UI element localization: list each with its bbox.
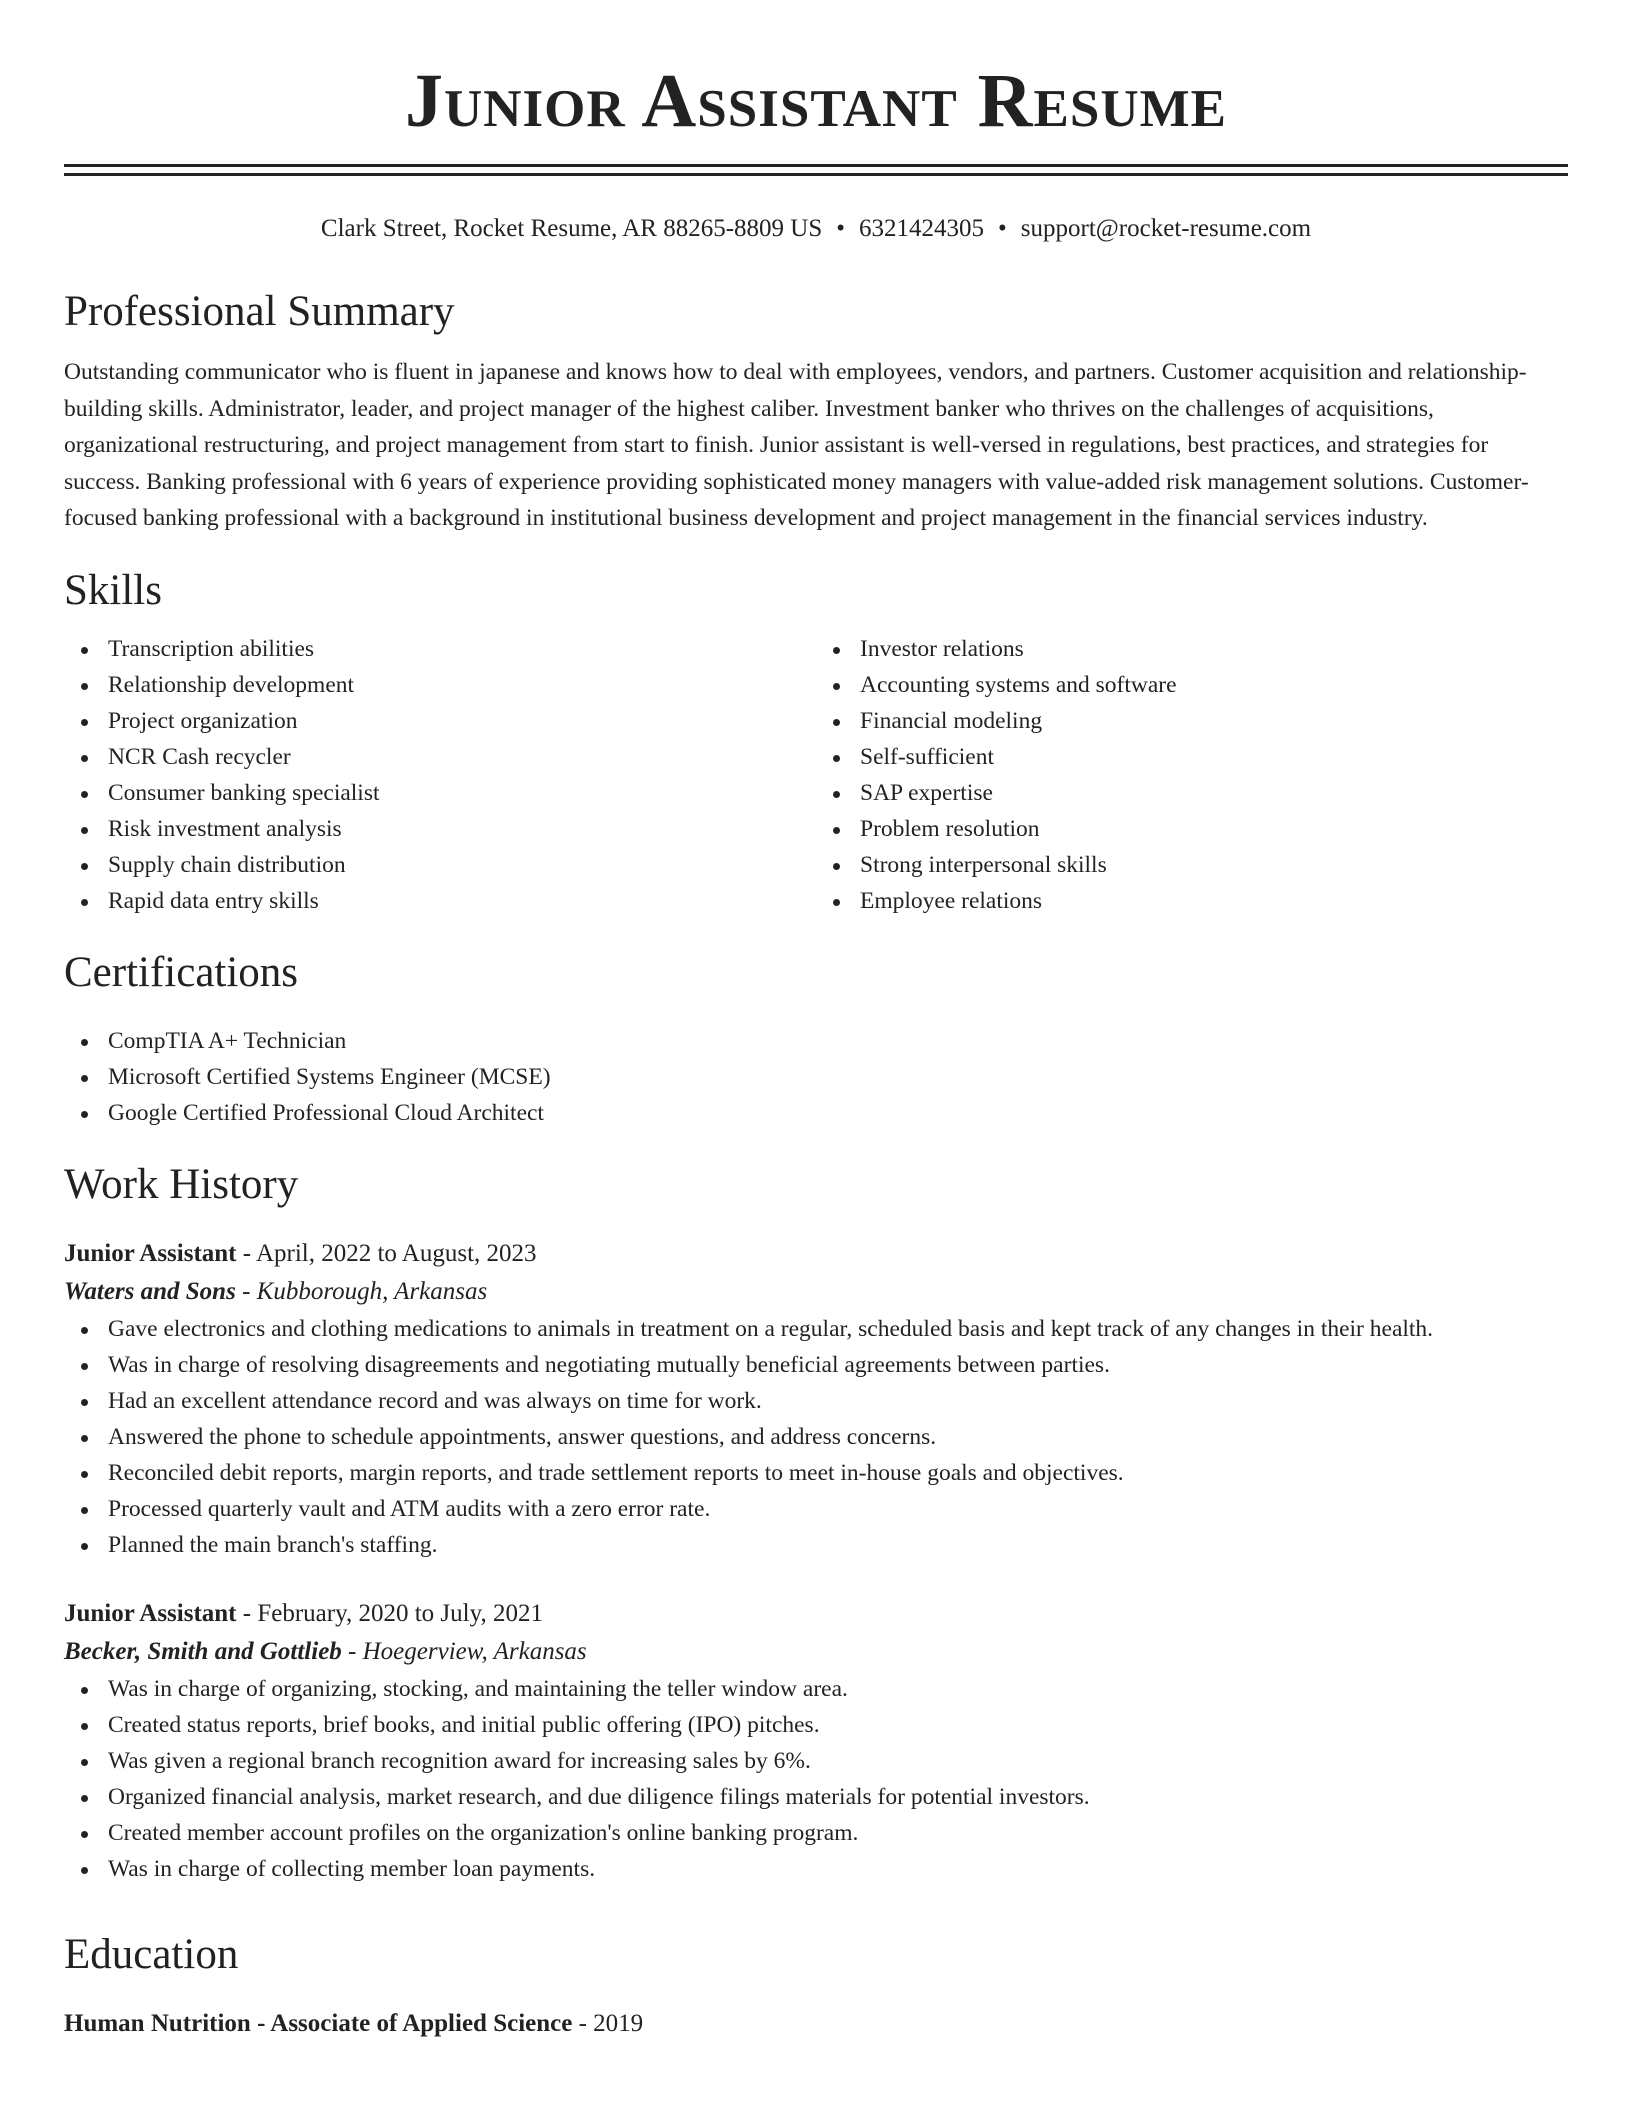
contact-line xyxy=(64,212,1568,246)
skills-heading: Skills xyxy=(64,566,162,614)
summary-text: Outstanding communicator who is fluent in japanese and knows how to deal with employees, vendors, and partners. Customer acquisition and relationship-building skills. Administrator, leader, and project manager of the highest caliber. Investment banker who thrives on the challenges of acquisitions, organizational restructuring, and project management from start to finish. Junior assistant is well-versed in regulations, best practices, and strategies for success. Banking professional with 6 years of experience providing sophisticated money managers with value-added risk management solutions. Customer-focused banking professional with a background in institutional business development and project management in the financial services industry. xyxy=(64,359,1529,531)
job-duty-item: Reconciled debit reports, margin reports, and trade settlement reports to meet in-house goals and objectives. xyxy=(64,1455,1568,1491)
contact-email: support@rocket-resume.com xyxy=(1020,215,1312,242)
skill-item: Rapid data entry skills xyxy=(64,883,816,919)
job-company: Waters and Sons xyxy=(64,1277,236,1305)
job-duty-item: Gave electronics and clothing medications to animals in treatment on a regular, scheduled basis and kept track of any changes in their health. xyxy=(64,1311,1568,1347)
job-duty-item: Created status reports, brief books, and initial public offering (IPO) pitches. xyxy=(64,1707,1568,1743)
job-dates: - April, 2022 to August, 2023 xyxy=(236,1239,537,1267)
skill-item: Financial modeling xyxy=(816,703,1568,739)
skills-columns xyxy=(64,631,1568,919)
skill-item: Strong interpersonal skills xyxy=(816,847,1568,883)
summary-heading: Professional Summary xyxy=(64,288,455,335)
skills-list-left xyxy=(64,631,816,919)
contact-address: Clark Street, Rocket Resume, AR 88265-8809 US xyxy=(320,215,823,242)
job-dates: - February, 2020 to July, 2021 xyxy=(236,1599,543,1627)
job-duty-item: Had an excellent attendance record and was always on time for work. xyxy=(64,1383,1568,1419)
job-title: Junior Assistant xyxy=(64,1599,237,1627)
job-duties-list xyxy=(64,1311,1568,1563)
skill-item: NCR Cash recycler xyxy=(64,739,816,775)
skill-item: Project organization xyxy=(64,703,816,739)
job-duty-item: Answered the phone to schedule appointments, answer questions, and address concerns. xyxy=(64,1419,1568,1455)
skill-item: Accounting systems and software xyxy=(816,667,1568,703)
skill-item: Self-sufficient xyxy=(816,739,1568,775)
job-duty-item: Created member account profiles on the organization's online banking program. xyxy=(64,1815,1568,1851)
job-duty-item: Planned the main branch's staffing. xyxy=(64,1527,1568,1563)
certification-item: Microsoft Certified Systems Engineer (MCSE) xyxy=(64,1059,1568,1095)
job-duty-item: Was in charge of collecting member loan payments. xyxy=(64,1851,1568,1887)
job-company-line xyxy=(64,1633,1568,1671)
job-duty-item: Was given a regional branch recognition award for increasing sales by 6%. xyxy=(64,1743,1568,1779)
job-duties-list xyxy=(64,1671,1568,1887)
contact-separator: • xyxy=(998,215,1007,242)
certification-item: Google Certified Professional Cloud Architect xyxy=(64,1095,1568,1131)
job-company-line xyxy=(64,1273,1568,1311)
certification-item: CompTIA A+ Technician xyxy=(64,1023,1568,1059)
job-duty-item: Organized financial analysis, market research, and due diligence filings materials for potential investors. xyxy=(64,1779,1568,1815)
certifications-heading: Certifications xyxy=(64,948,299,996)
job-duty-item: Processed quarterly vault and ATM audits with a zero error rate. xyxy=(64,1491,1568,1527)
skill-item: Relationship development xyxy=(64,667,816,703)
job-location: - Kubborough, Arkansas xyxy=(235,1277,488,1305)
title-divider-top xyxy=(64,164,1568,167)
skill-item: Transcription abilities xyxy=(64,631,816,667)
job-title: Junior Assistant xyxy=(64,1239,237,1267)
title-divider-bottom xyxy=(64,173,1568,176)
skill-item: Investor relations xyxy=(816,631,1568,667)
job-entry xyxy=(64,1235,1568,1563)
skill-item: Consumer banking specialist xyxy=(64,775,816,811)
education-entry xyxy=(64,2005,1568,2043)
job-duty-item: Was in charge of organizing, stocking, and maintaining the teller window area. xyxy=(64,1671,1568,1707)
contact-phone: 6321424305 xyxy=(859,215,985,242)
work-history-heading: Work History xyxy=(64,1160,299,1208)
contact-separator: • xyxy=(836,215,846,242)
skill-item: Problem resolution xyxy=(816,811,1568,847)
skill-item: Supply chain distribution xyxy=(64,847,816,883)
job-company: Becker, Smith and Gottlieb xyxy=(64,1637,342,1665)
job-entry xyxy=(64,1595,1568,1887)
education-year: - 2019 xyxy=(572,2009,644,2037)
resume-title: Junior Assistant Resume xyxy=(404,59,1228,143)
skills-list-right xyxy=(816,631,1568,919)
education-degree: Human Nutrition - Associate of Applied Science xyxy=(64,2009,573,2037)
job-title-line xyxy=(64,1595,1568,1633)
skill-item: SAP expertise xyxy=(816,775,1568,811)
job-location: - Hoegerview, Arkansas xyxy=(341,1637,587,1665)
job-duty-item: Was in charge of resolving disagreements and negotiating mutually beneficial agreements between parties. xyxy=(64,1347,1568,1383)
job-title-line xyxy=(64,1235,1568,1273)
education-heading: Education xyxy=(64,1930,239,1978)
skill-item: Employee relations xyxy=(816,883,1568,919)
certifications-list xyxy=(64,1023,1568,1131)
skill-item: Risk investment analysis xyxy=(64,811,816,847)
